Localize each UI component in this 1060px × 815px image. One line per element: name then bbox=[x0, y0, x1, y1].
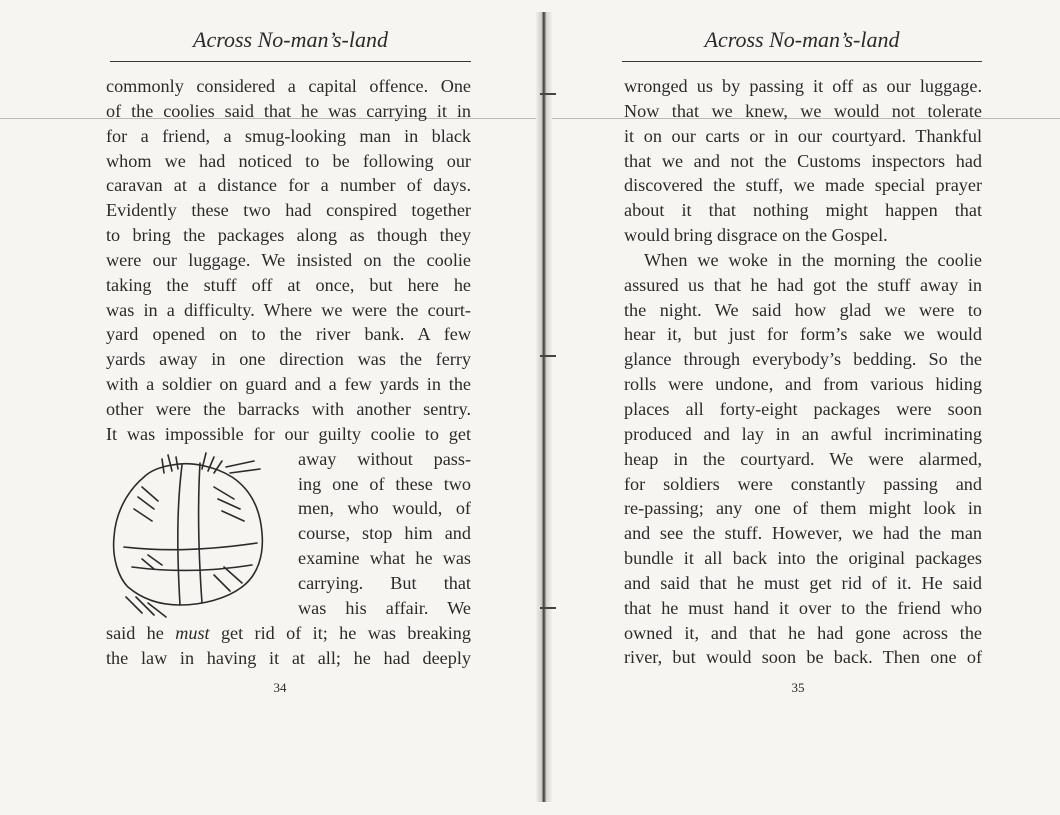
text-fragment: get rid of it; he was breaking bbox=[209, 622, 471, 643]
right-body-text bbox=[624, 74, 982, 670]
text-line: glance through everybody’s bedding. So the bbox=[624, 349, 982, 370]
text-line: It was impossible for our guilty coolie to get bbox=[106, 423, 471, 444]
running-header-right: Across No-man’s-land bbox=[622, 27, 982, 62]
text-line: commonly considered a capital offence. One bbox=[106, 76, 471, 96]
text-line: caravan at a distance for a number of days. bbox=[106, 175, 471, 196]
text-line bbox=[106, 621, 471, 646]
text-line: the night. We said how glad we were to bbox=[624, 299, 982, 320]
text-line: that we and not the Customs inspectors had bbox=[624, 150, 982, 171]
text-line: wronged us by passing it off as our luggage. bbox=[624, 76, 982, 96]
text-line: yard opened on to the river bank. A few bbox=[106, 324, 471, 345]
text-line: to bring the packages along as though they bbox=[106, 225, 471, 246]
text-line: that he must hand it over to the friend who bbox=[624, 597, 982, 618]
page-number-left: 34 bbox=[273, 680, 287, 695]
text-line: the law in having it at all; he had deeply bbox=[106, 647, 471, 668]
text-line: river, but would soon be back. Then one of bbox=[624, 647, 982, 668]
text-line: hear it, but just for form’s sake we would bbox=[624, 324, 982, 345]
text-line: places all forty-eight packages were soon bbox=[624, 398, 982, 419]
text-line: was his affair. We bbox=[298, 597, 471, 618]
emphasis-word: must bbox=[175, 622, 210, 643]
left-body-text bbox=[106, 74, 471, 670]
running-header-left: Across No-man’s-land bbox=[110, 27, 471, 62]
text-line: whom we had noticed to be following our bbox=[106, 150, 471, 171]
page-number-right: 35 bbox=[791, 680, 805, 695]
text-line: other were the barracks with another sentry. bbox=[106, 398, 471, 419]
text-line: men, who would, of bbox=[298, 498, 471, 519]
text-line: bundle it all back into the original packages bbox=[624, 548, 982, 569]
text-line: were our luggage. We insisted on the coolie bbox=[106, 249, 471, 270]
text-line: When we woke in the morning the coolie bbox=[644, 249, 982, 270]
text-line: discovered the stuff, we made special prayer bbox=[624, 175, 982, 196]
text-line: away without pass- bbox=[298, 448, 471, 469]
text-line: course, stop him and bbox=[298, 523, 471, 544]
text-line: re-passing; any one of them might look in bbox=[624, 498, 982, 519]
text-line: of the coolies said that he was carrying it in bbox=[106, 100, 471, 121]
text-fragment: said he bbox=[106, 622, 176, 643]
text-line: taking the stuff off at once, but here he bbox=[106, 274, 471, 295]
text-line: and see the stuff. However, we had the man bbox=[624, 523, 982, 544]
text-line: would bring disgrace on the Gospel. bbox=[624, 225, 888, 246]
text-line: rolls were undone, and from various hiding bbox=[624, 374, 982, 395]
text-line: ing one of these two bbox=[298, 473, 471, 494]
text-line: with a soldier on guard and a few yards in the bbox=[106, 374, 471, 395]
text-line: for a friend, a smug-looking man in black bbox=[106, 125, 471, 146]
text-line: owned it, and that he had gone across the bbox=[624, 622, 982, 643]
text-line: Evidently these two had conspired together bbox=[106, 200, 471, 221]
text-line: it on our carts or in our courtyard. Thankful bbox=[624, 125, 982, 146]
text-line: and said that he must get rid of it. He said bbox=[624, 572, 982, 593]
right-page bbox=[548, 0, 1060, 815]
text-line: carrying. But that bbox=[298, 572, 471, 593]
bundle-illustration bbox=[102, 447, 292, 621]
bundle-sketch-icon bbox=[102, 447, 292, 621]
text-line: for soldiers were constantly passing and bbox=[624, 473, 982, 494]
text-line: examine what he was bbox=[298, 548, 471, 569]
text-line: Now that we knew, we would not tolerate bbox=[624, 100, 982, 121]
text-line: yards away in one direction was the ferry bbox=[106, 349, 471, 370]
text-line: heap in the courtyard. We were alarmed, bbox=[624, 448, 982, 469]
text-line: assured us that he had got the stuff away in bbox=[624, 274, 982, 295]
text-line: produced and lay in an awful incriminating bbox=[624, 423, 982, 444]
text-line: about it that nothing might happen that bbox=[624, 200, 982, 221]
text-line: was in a difficulty. Where we were the court- bbox=[106, 299, 471, 320]
